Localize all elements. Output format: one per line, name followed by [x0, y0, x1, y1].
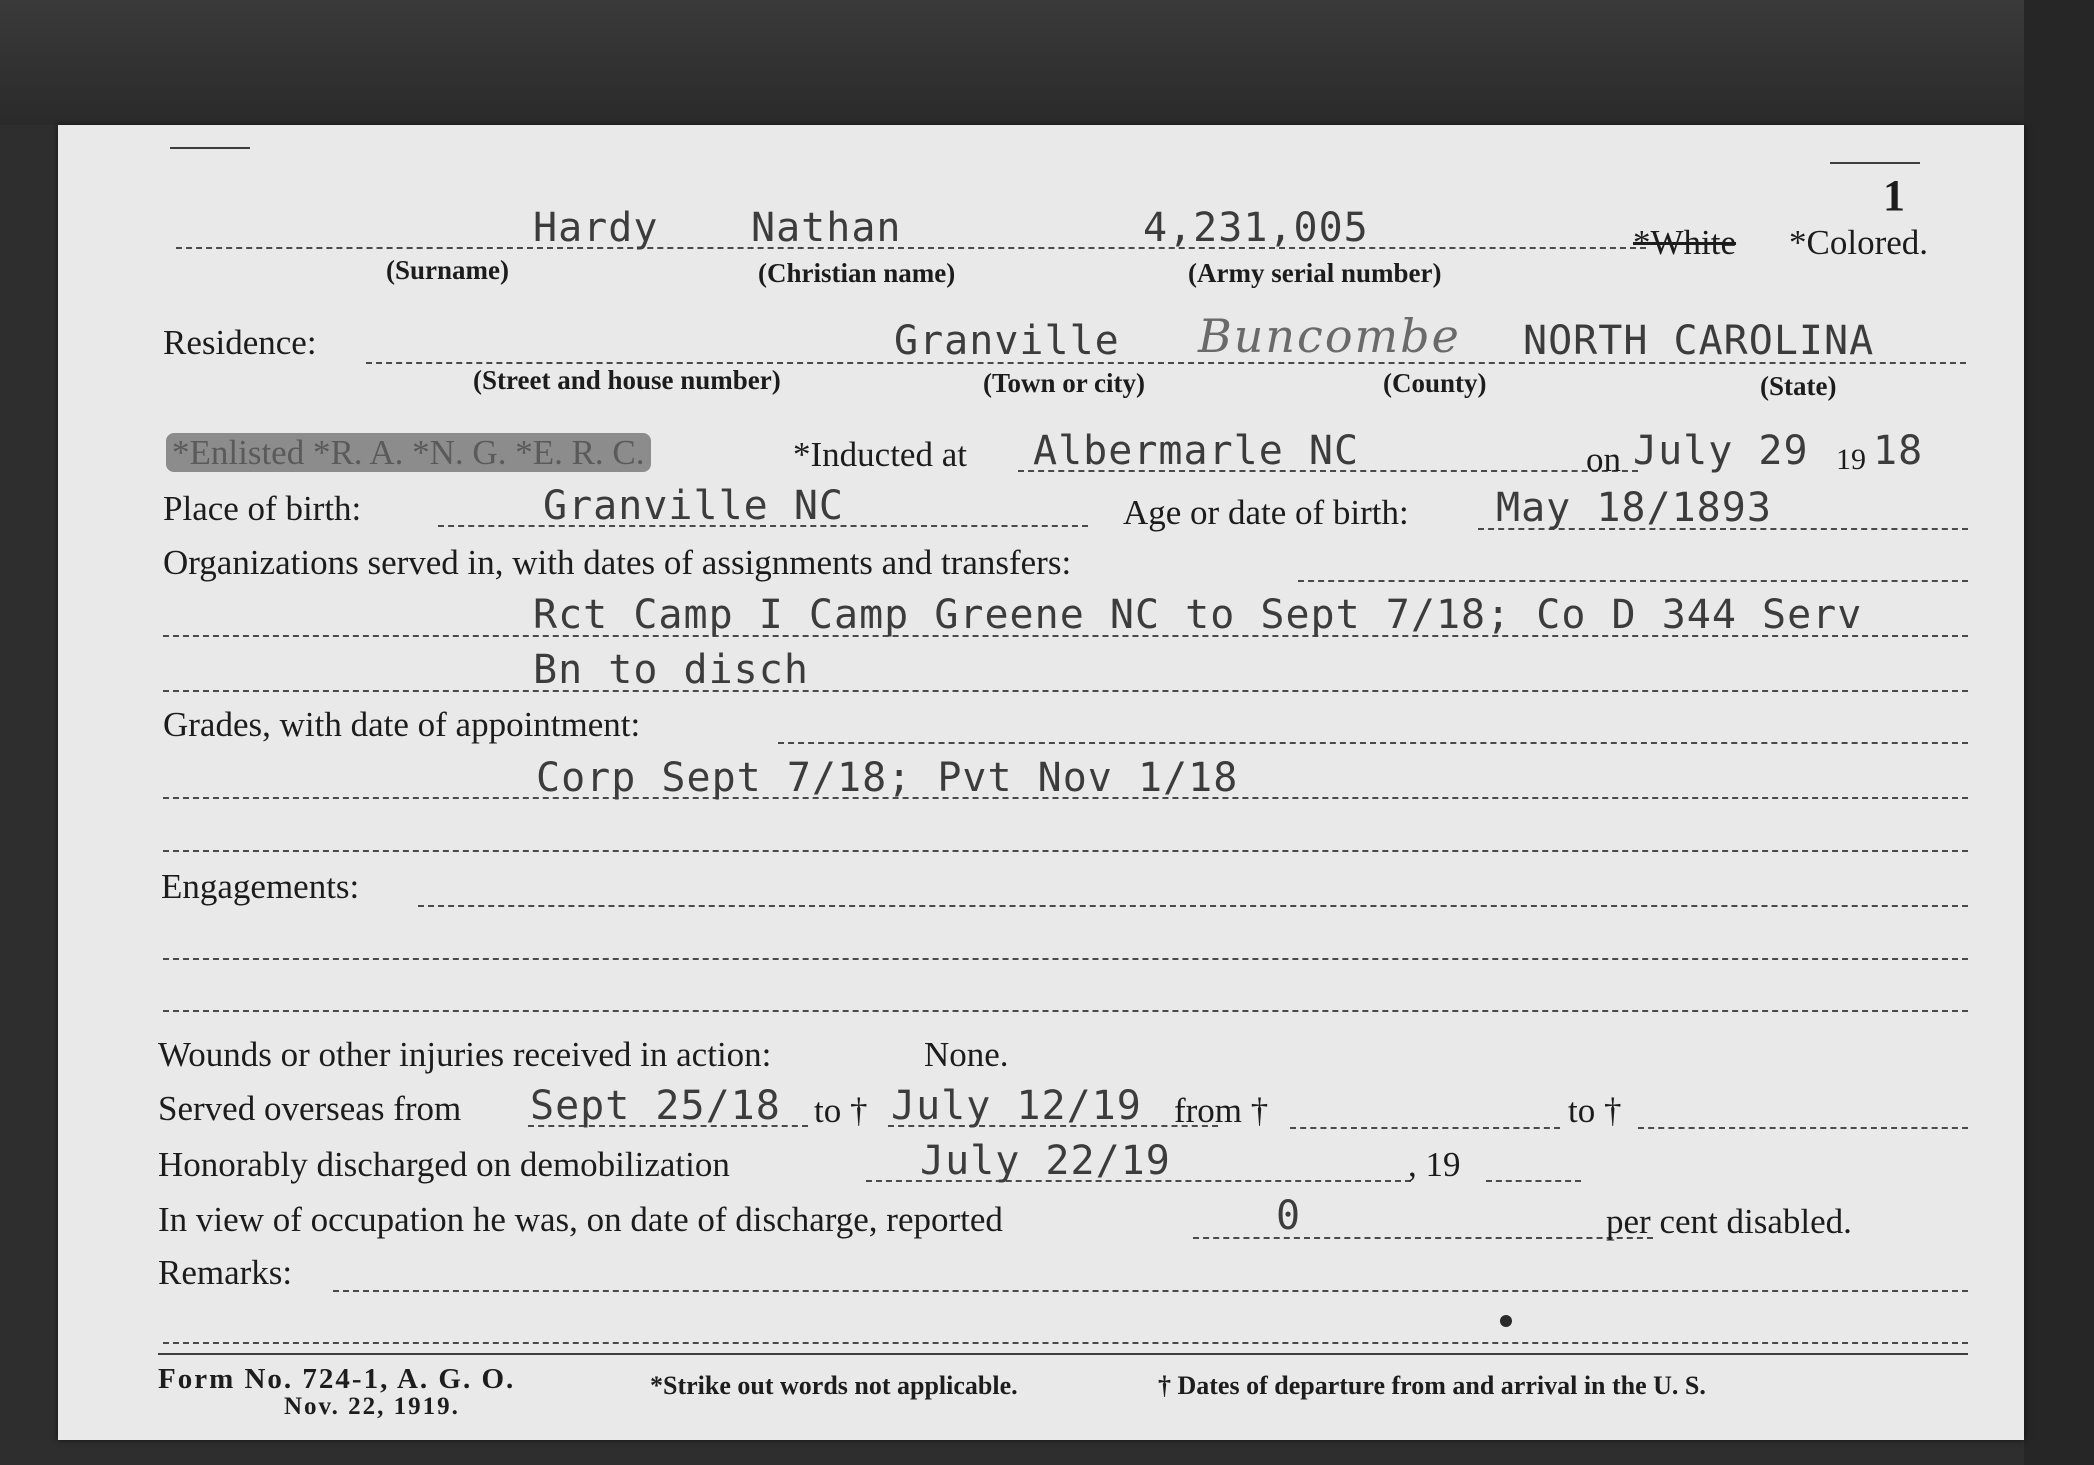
- birth-date-value: May 18/1893: [1496, 485, 1772, 531]
- serial-number-value: 4,231,005: [1143, 205, 1369, 251]
- organizations-label: Organizations served in, with dates of assignments and transfers:: [163, 543, 1072, 582]
- footer-strike-note: *Strike out words not applicable.: [650, 1371, 1018, 1400]
- disabled-line: [1193, 1237, 1653, 1239]
- percent-disabled-label: per cent disabled.: [1606, 1202, 1852, 1241]
- occupation-label: In view of occupation he was, on date of discharge, reported: [158, 1200, 1003, 1239]
- state-caption: (State): [1760, 371, 1837, 401]
- inducted-year-value: 18: [1873, 428, 1924, 474]
- overseas-to-value: July 12/19: [891, 1083, 1142, 1129]
- organizations-line-2: [163, 690, 1968, 692]
- county-caption: (County): [1383, 368, 1487, 398]
- residence-town-value: Granville: [894, 318, 1120, 364]
- engagements-line-1: [163, 958, 1968, 960]
- wounds-label: Wounds or other injuries received in action:: [158, 1035, 772, 1074]
- wounds-value: None.: [924, 1035, 1009, 1074]
- grades-label: Grades, with date of appointment:: [163, 705, 641, 744]
- inducted-label: *Inducted at: [793, 435, 967, 474]
- organizations-value-1: Rct Camp I Camp Greene NC to Sept 7/18; Co D 344 Serv: [533, 592, 1863, 638]
- engagements-line-2: [163, 1010, 1968, 1012]
- card-number: 1: [1883, 171, 1905, 220]
- organizations-value-2: Bn to disch: [533, 647, 809, 693]
- footer-form-date: Nov. 22, 1919.: [284, 1393, 460, 1420]
- birth-place-value: Granville NC: [543, 483, 844, 529]
- race-white-struck: *White: [1633, 223, 1737, 262]
- surname-caption: (Surname): [386, 255, 509, 285]
- overseas-from2-line: [1290, 1127, 1560, 1129]
- served-overseas-label: Served overseas from: [158, 1089, 462, 1128]
- top-right-mark: [1830, 162, 1920, 164]
- grades-line-0: [778, 742, 1968, 744]
- street-caption: (Street and house number): [473, 365, 781, 395]
- overseas-to2-line: [1638, 1127, 1968, 1129]
- surname-value: Hardy: [533, 205, 659, 251]
- christian-name-caption: (Christian name): [758, 258, 956, 288]
- race-colored: *Colored.: [1789, 223, 1929, 262]
- footer-dates-note: † Dates of departure from and arrival in the U. S.: [1158, 1371, 1706, 1400]
- remarks-label: Remarks:: [158, 1253, 293, 1292]
- engagements-label: Engagements:: [161, 867, 360, 906]
- inducted-place-value: Albermarle NC: [1033, 428, 1360, 474]
- overseas-to2-label: to †: [1568, 1091, 1622, 1130]
- discharge-date-value: July 22/19: [920, 1138, 1171, 1184]
- disabled-percent-value: 0: [1276, 1193, 1302, 1239]
- dark-backdrop-right: [2024, 0, 2094, 1465]
- discharge-year-prefix: , 19: [1408, 1145, 1461, 1184]
- discharged-label: Honorably discharged on demobilization: [158, 1145, 730, 1184]
- grades-line-2: [163, 850, 1968, 852]
- town-caption: (Town or city): [983, 368, 1145, 398]
- remarks-line-0: [333, 1290, 1968, 1292]
- footer-form-number: Form No. 724-1, A. G. O.: [158, 1363, 516, 1395]
- enlisted-options: *Enlisted *R. A. *N. G. *E. R. C.: [166, 433, 651, 472]
- top-left-mark: [170, 147, 250, 149]
- footer-rule: [158, 1353, 1968, 1355]
- year-prefix: 19: [1836, 443, 1866, 476]
- remarks-line-1: [163, 1342, 1968, 1344]
- serial-caption: (Army serial number): [1188, 258, 1442, 288]
- service-record-card: [58, 125, 2024, 1440]
- grades-value-1: Corp Sept 7/18; Pvt Nov 1/18: [536, 755, 1239, 801]
- age-label: Age or date of birth:: [1123, 493, 1409, 532]
- enlisted-options-redacted: [166, 433, 651, 473]
- overseas-from-value: Sept 25/18: [530, 1083, 781, 1129]
- name-line: [176, 247, 1646, 249]
- residence-state-value: NORTH CAROLINA: [1523, 318, 1875, 364]
- place-of-birth-label: Place of birth:: [163, 489, 362, 528]
- ink-speck: [1500, 1315, 1512, 1327]
- on-label: on: [1586, 440, 1621, 479]
- dark-backdrop-top: [0, 0, 2094, 125]
- discharge-year-line: [1486, 1180, 1581, 1182]
- christian-name-value: Nathan: [751, 205, 902, 251]
- overseas-from2-label: from †: [1174, 1091, 1269, 1130]
- residence-county-value: Buncombe: [1198, 309, 1461, 363]
- organizations-line-0: [1298, 580, 1968, 582]
- inducted-date-value: July 29: [1633, 428, 1809, 474]
- engagements-line-0: [418, 905, 1968, 907]
- residence-label: Residence:: [163, 323, 317, 362]
- overseas-to-label: to †: [814, 1091, 868, 1130]
